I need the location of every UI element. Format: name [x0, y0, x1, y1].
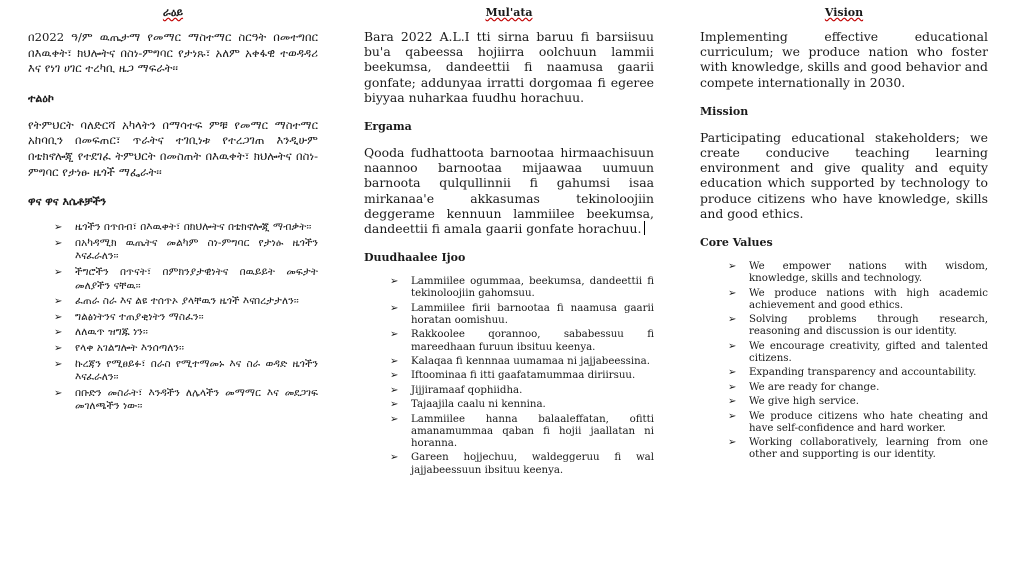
arrow-bullet-icon: ➢ — [728, 437, 737, 449]
list-item: ➢ We produce citizens who hate cheating and have self-confidence and hard worker. — [728, 410, 988, 434]
list-item: ➢ በቡድን መስራት፣ እንዳችን ለሌላችን መማማር እና መደጋገፍ መገለጫችን ነው፡፡ — [54, 386, 318, 413]
arrow-bullet-icon: ➢ — [390, 413, 399, 425]
arrow-bullet-icon: ➢ — [54, 311, 63, 323]
list-item: ➢ ዜጎችን በጥበብ፣ በእዉቀት፣ በክህሎትና በቴክኖሎጂ ማብቃት፡፡ — [54, 221, 312, 234]
list-item: ➢ Tajaajila caalu ni kennina. — [390, 399, 546, 411]
arrow-bullet-icon: ➢ — [54, 266, 63, 278]
arrow-bullet-icon: ➢ — [54, 387, 63, 399]
arrow-bullet-icon: ➢ — [390, 302, 399, 314]
english-values-list — [724, 261, 988, 462]
list-item: ➢ We empower nations with wisdom, knowledge, skills and technology. — [728, 261, 988, 285]
arrow-bullet-icon: ➢ — [390, 370, 399, 382]
arrow-bullet-icon: ➢ — [728, 340, 737, 352]
text-cursor — [644, 221, 645, 235]
english-vision-text: Implementing effective educational curriculum; we produce nation who foster with knowledge, skills and good behavior and compete internationally in 2030. — [700, 29, 988, 90]
list-item: ➢ Expanding transparency and accountability. — [728, 367, 977, 379]
amharic-mission-text: የትምህርት ባለድርሻ አካላትን በማሳተፍ ምቹ የመማር ማስተማር አከባቢን በመፍጠር፣ ጥራትና ተገቢነቱ የተረጋገጠ እንዲሁም በቴክኖሎጂ የተደገፈ ትምህርት በመስጠት በእዉቀት፣ ክህሎትና በስነ-ምግባር የታነፁ ዜጎች ማፌራት፡፡ — [28, 117, 318, 179]
list-item: ➢ Working collaboratively, learning from one other and supporting is our identity. — [728, 437, 988, 461]
oromo-vision-text: Bara 2022 A.L.I tti sirna baruu fi barsiisuu bu'a qabeessa hojiirra oolchuun lammii beekumsa, dandeettii fi naamusa gaarii gonfate; addunyaa irratti dorgomaa fi egeree biyyaa nuharkaa fuudhu horachuu. — [364, 29, 654, 105]
arrow-bullet-icon: ➢ — [390, 356, 399, 368]
oromo-values-heading: Duudhaalee Ijoo — [364, 251, 466, 265]
list-item: ➢ Rakkoolee qorannoo, sababessuu fi mareedhaan furuun ibsituu keenya. — [390, 329, 654, 353]
english-mission-text: Participating educational stakeholders; we create conducive teaching learning environment and give quality and equity education which supported by technology to produce citizens who have knowledge, skills and good ethics. — [700, 129, 988, 221]
amharic-vision-title: ራዕይ — [162, 6, 184, 19]
list-item: ➢ Kalaqaa fi kennnaa uumamaa ni jajjabeessina. — [390, 356, 650, 368]
list-item: ➢ We encourage creativity, gifted and talented citizens. — [728, 340, 988, 365]
arrow-bullet-icon: ➢ — [728, 410, 737, 422]
english-vision-title: Vision — [824, 6, 864, 19]
list-item: ➢ We produce nations with high academic achievement and good ethics. — [728, 287, 988, 311]
amharic-vision-text: በ2022 ዓ/ም ዉጤታማ የመማር ማስተማር ስርዓት በመተግበር በእዉቀት፣ ክህሎትና በስነ-ምግባር የታነጹ፣ አለም አቀፋዊ ተወዳዳሪ እና የነገ ሀገር ተረካቢ ዜጋ ማፍራት፡፡ — [28, 30, 318, 76]
list-item: ➢ በአካዳሚክ ዉጤትና መልካም ስነ-ምግባር የታነፁ ዜጎችን እናፈራለን፡፡ — [54, 236, 318, 263]
arrow-bullet-icon: ➢ — [390, 399, 399, 411]
arrow-bullet-icon: ➢ — [728, 261, 737, 273]
english-mission-heading: Mission — [700, 104, 749, 118]
list-item: ➢ Lammiilee firii barnootaa fi naamusa gaarii horatan oomishuu. — [390, 302, 654, 327]
arrow-bullet-icon: ➢ — [728, 396, 737, 408]
arrow-bullet-icon: ➢ — [728, 367, 737, 379]
list-item: ➢ ለለዉጥ ዝግጁ ነን፡፡ — [54, 326, 148, 339]
list-item: ➢ የላቀ አገልግሎት እንሰጣለን፡፡ — [54, 341, 185, 354]
arrow-bullet-icon: ➢ — [390, 329, 399, 341]
arrow-bullet-icon: ➢ — [54, 342, 63, 354]
list-item: ➢ ችግሮችን በጥናት፣ በምክንያታዊነትና በዉይይት መፍታት መለያችን ናቸዉ፡፡ — [54, 265, 318, 292]
amharic-values-heading: ዋና ዋና እሴቶቻችን — [28, 195, 107, 209]
list-item: ➢ ግልፅነትንና ተጠያቂነትን ማስፈን፡፡ — [54, 310, 204, 323]
arrow-bullet-icon: ➢ — [728, 287, 737, 299]
list-item: ➢ ፈጠራ ስራ እና ልዩ ተሰጥኦ ያላቸዉን ዜጎች እናበረታታለን፡፡ — [54, 295, 299, 308]
list-item: ➢ Gareen hojjechuu, waldeggeruu fi wal jajjabeessuun ibsituu keenya. — [390, 452, 654, 476]
list-item: ➢ We give high service. — [728, 396, 859, 408]
list-item: ➢ Lammiilee ogummaa, beekumsa, dandeettii fi tekinoloojiin gahomsuu. — [390, 276, 654, 300]
list-item: ➢ Iftoominaa fi itti gaafatamummaa diriirsuu. — [390, 370, 636, 382]
list-item: ➢ Solving problems through research, reasoning and discussion is our identity. — [728, 314, 988, 338]
list-item: ➢ ኩረጃን የሚፀይፉ፣ በራስ የሚተማመኑ እና ስራ ወዳድ ዜጎችን እናፈራለን፡፡ — [54, 357, 318, 384]
english-values-heading: Core Values — [700, 236, 773, 250]
arrow-bullet-icon: ➢ — [728, 381, 737, 393]
list-item: ➢ Jijjiramaaf qophiidha. — [390, 384, 523, 396]
oromo-vision-title: Mul'ata — [485, 6, 533, 19]
oromo-mission-text: Qooda fudhattoota barnootaa hirmaachisuun naannoo barnootaa mijaawaa uumuun barnoota qulqullinnii fi gahumsi isaa mirkanaa'e akkasumas tekinoloojiin deggerame kennuun lammiilee beekumsa, dandeettii fi amala gaarii gonfate horachuu. — [364, 145, 654, 237]
arrow-bullet-icon: ➢ — [54, 327, 63, 339]
arrow-bullet-icon: ➢ — [390, 452, 399, 464]
arrow-bullet-icon: ➢ — [390, 384, 399, 396]
list-item: ➢ Lammiilee hanna balaaleffatan, ofitti amanamummaa qaban fi hojii jaallatan ni horanna. — [390, 413, 654, 449]
arrow-bullet-icon: ➢ — [728, 314, 737, 326]
english-column — [700, 6, 988, 573]
arrow-bullet-icon: ➢ — [54, 296, 63, 308]
arrow-bullet-icon: ➢ — [54, 222, 63, 234]
amharic-column — [28, 6, 318, 573]
arrow-bullet-icon: ➢ — [54, 237, 63, 249]
arrow-bullet-icon: ➢ — [54, 358, 63, 370]
amharic-mission-heading: ተልዕኮ — [28, 91, 54, 105]
list-item: ➢ We are ready for change. — [728, 381, 880, 393]
oromo-values-list — [386, 276, 654, 477]
oromo-mission-heading: Ergama — [364, 120, 412, 134]
oromo-column — [364, 6, 654, 573]
amharic-values-list — [50, 221, 318, 414]
arrow-bullet-icon: ➢ — [390, 276, 399, 288]
